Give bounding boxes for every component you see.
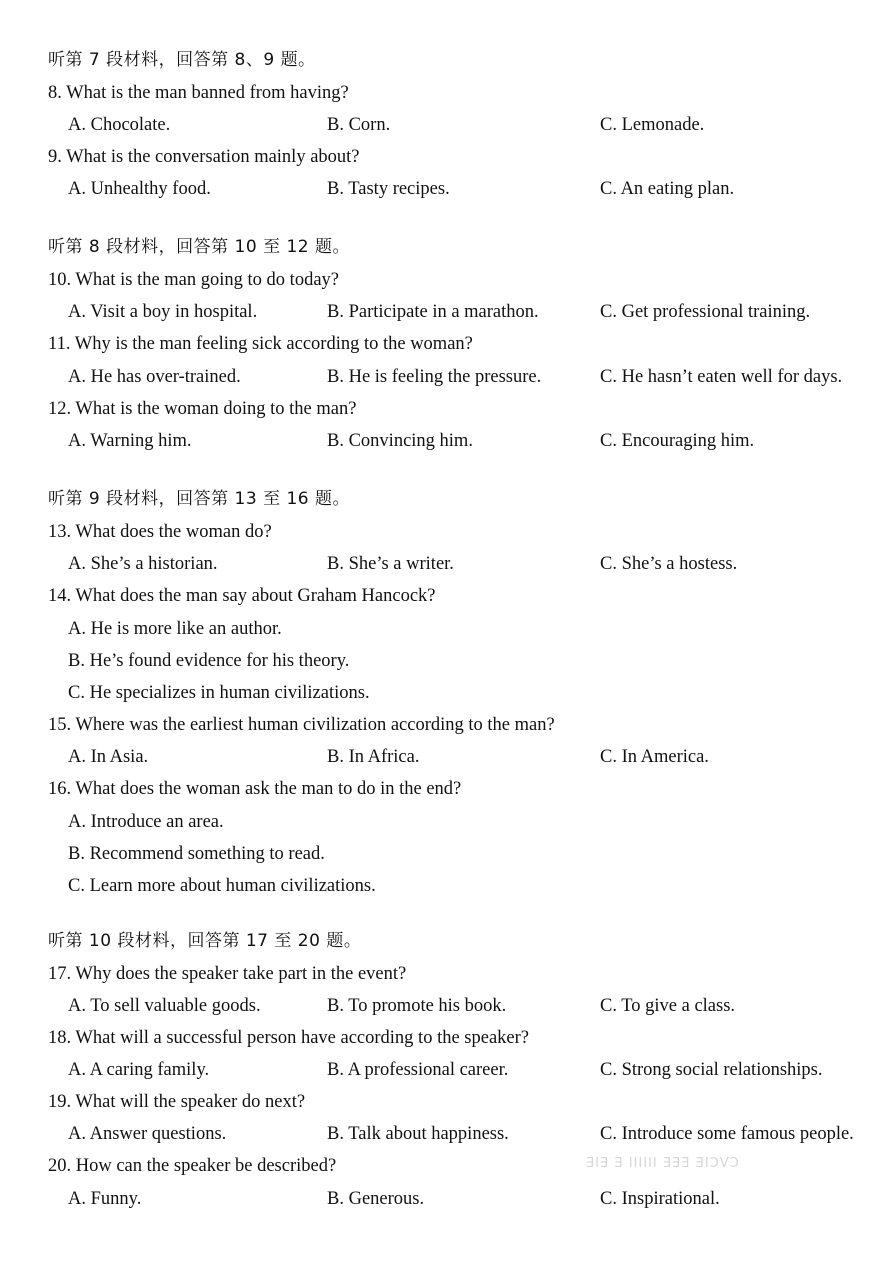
options-row — [0, 741, 892, 773]
option-a: A. Chocolate. — [68, 115, 171, 135]
options-row — [0, 109, 892, 141]
question: 14. What does the man say about Graham Hancock? — [48, 586, 436, 606]
question: 8. What is the man banned from having? — [48, 83, 349, 103]
option-c: C. An eating plan. — [600, 179, 735, 199]
options-row — [0, 361, 892, 393]
option-c: C. Encouraging him. — [600, 431, 755, 451]
option-b: B. A professional career. — [327, 1060, 509, 1080]
question: 12. What is the woman doing to the man? — [48, 399, 357, 419]
option-b: B. Convincing him. — [327, 431, 473, 451]
options-row — [0, 1183, 892, 1215]
option-a-row — [0, 613, 892, 645]
section-header: 听第 9 段材料，回答第 13 至 16 题。 — [48, 489, 351, 509]
options-row — [0, 990, 892, 1022]
option-a: A. Visit a boy in hospital. — [68, 302, 258, 322]
option-c: C. Inspirational. — [600, 1189, 720, 1209]
option-b-row — [0, 645, 892, 677]
options-row — [0, 296, 892, 328]
question: 20. How can the speaker be described? — [48, 1156, 337, 1176]
section-header: 听第 7 段材料，回答第 8、9 题。 — [48, 50, 316, 70]
question: 13. What does the woman do? — [48, 522, 272, 542]
option-c: C. Introduce some famous people. — [600, 1124, 854, 1144]
option-a: A. To sell valuable goods. — [68, 996, 261, 1016]
option-c-row — [0, 677, 892, 709]
option-b: B. Corn. — [327, 115, 391, 135]
option-a: A. Unhealthy food. — [68, 179, 211, 199]
option-a: A. Answer questions. — [68, 1124, 227, 1144]
option-b: B. Recommend something to read. — [68, 844, 325, 864]
options-row — [0, 173, 892, 205]
option-b: B. Talk about happiness. — [327, 1124, 509, 1144]
question: 15. Where was the earliest human civilization according to the man? — [48, 715, 555, 735]
options-row — [0, 425, 892, 457]
option-c: C. Learn more about human civilizations. — [68, 876, 376, 896]
option-c-row — [0, 870, 892, 902]
question: 17. Why does the speaker take part in the event? — [48, 964, 407, 984]
question: 10. What is the man going to do today? — [48, 270, 339, 290]
option-b: B. Generous. — [327, 1189, 425, 1209]
section-header: 听第 10 段材料，回答第 17 至 20 题。 — [48, 931, 362, 951]
option-a: A. Introduce an area. — [68, 812, 224, 832]
option-c: C. She’s a hostess. — [600, 554, 738, 574]
question: 18. What will a successful person have according to the speaker? — [48, 1028, 529, 1048]
option-b: B. In Africa. — [327, 747, 420, 767]
option-a: A. He is more like an author. — [68, 619, 282, 639]
option-b: B. To promote his book. — [327, 996, 507, 1016]
option-c: C. To give a class. — [600, 996, 736, 1016]
option-a-row — [0, 806, 892, 838]
option-a: A. Warning him. — [68, 431, 192, 451]
option-a: A. She’s a historian. — [68, 554, 218, 574]
option-c: C. Get professional training. — [600, 302, 811, 322]
options-row — [0, 548, 892, 580]
bleed-through-text: CVCIE EEE IIIIII E EIE — [585, 1156, 739, 1171]
option-a: A. A caring family. — [68, 1060, 210, 1080]
option-b: B. Tasty recipes. — [327, 179, 450, 199]
option-b: B. Participate in a marathon. — [327, 302, 539, 322]
option-c: C. He hasn’t eaten well for days. — [600, 367, 843, 387]
question: 11. Why is the man feeling sick according to the woman? — [48, 334, 473, 354]
option-a: A. In Asia. — [68, 747, 149, 767]
option-c: C. In America. — [600, 747, 709, 767]
question: 9. What is the conversation mainly about? — [48, 147, 360, 167]
section-header: 听第 8 段材料，回答第 10 至 12 题。 — [48, 237, 351, 257]
options-row — [0, 1118, 892, 1150]
option-b-row — [0, 838, 892, 870]
option-b: B. She’s a writer. — [327, 554, 454, 574]
option-c: C. He specializes in human civilizations. — [68, 683, 370, 703]
option-a: A. Funny. — [68, 1189, 142, 1209]
question: 16. What does the woman ask the man to do in the end? — [48, 779, 462, 799]
question: 19. What will the speaker do next? — [48, 1092, 306, 1112]
options-row — [0, 1054, 892, 1086]
option-c: C. Strong social relationships. — [600, 1060, 823, 1080]
option-b: B. He’s found evidence for his theory. — [68, 651, 350, 671]
option-b: B. He is feeling the pressure. — [327, 367, 542, 387]
option-c: C. Lemonade. — [600, 115, 705, 135]
option-a: A. He has over-trained. — [68, 367, 241, 387]
